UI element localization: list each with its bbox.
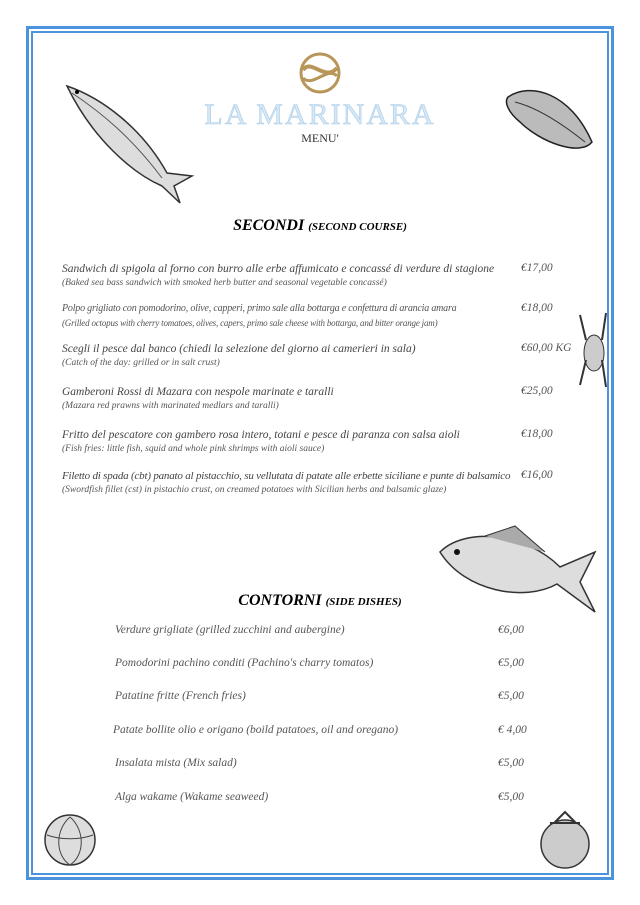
- menu-item: Fritto del pescatore con gambero rosa intero, totani e pesce di paranza con salsa aioli (Fish fries: little fish, squid and whole pink shrimps with aioli sauce): [62, 429, 460, 454]
- tomato-illustration-icon: [525, 810, 605, 870]
- menu-item: Gamberoni Rossi di Mazara con nespole marinate e taralli (Mazara red prawns with marinated medlars and taralli): [62, 386, 334, 411]
- menu-item: Sandwich di spigola al forno con burro alle erbe affumicato e concassé di verdure di stagione (Baked sea bass sandwich with smoked herb butter and seasonal vegetable concassé): [62, 263, 495, 288]
- item-price: €25,00: [521, 385, 553, 397]
- side-dish-item: Alga wakame (Wakame seaweed): [115, 791, 269, 803]
- item-price: €5,00: [498, 791, 524, 803]
- menu-item: Scegli il pesce dal banco (chiedi la selezione del giorno ai camerieri in sala) (Catch of the day: grilled or in salt crust): [62, 343, 416, 368]
- item-price: €5,00: [498, 757, 524, 769]
- item-price: €60,00 KG: [521, 342, 572, 354]
- item-price: € 4,00: [498, 724, 527, 736]
- side-dish-item: Verdure grigliate (grilled zucchini and aubergine): [115, 624, 345, 636]
- side-dish-item: Pomodorini pachino conditi (Pachino's charry tomatos): [115, 657, 374, 669]
- menu-label: MENU': [301, 131, 339, 145]
- item-price: €5,00: [498, 690, 524, 702]
- item-price: €6,00: [498, 624, 524, 636]
- item-price: €18,00: [521, 428, 553, 440]
- menu-item: Polpo grigliato con pomodorino, olive, capperi, primo sale alla bottarga e confettura di arancia amara (Grilled octopus with cherry tomatoes, olives, capers, primo sale cheese with bottarga, and bitter orange jam): [62, 303, 457, 328]
- side-dish-item: Patatine fritte (French fries): [115, 690, 246, 702]
- mussel-illustration-icon: [500, 82, 600, 162]
- brand-name: LA MARINARA: [204, 98, 436, 131]
- menu-item: Filetto di spada (cbt) panato al pistacchio, su vellutata di patate alle erbette siciliane e punte di balsamico (Swordfish fillet (cst) in pistachio crust, on creamed potatoes with Sicilian herbs and balsamic glaze): [62, 470, 511, 495]
- logo-emblem: [299, 52, 341, 94]
- side-dish-item: Insalata mista (Mix salad): [115, 757, 237, 769]
- item-price: €18,00: [521, 302, 553, 314]
- item-price: €16,00: [521, 469, 553, 481]
- item-price: €17,00: [521, 262, 553, 274]
- crab-illustration-icon: [578, 305, 608, 395]
- cabbage-illustration-icon: [35, 805, 105, 870]
- section-title-secondi: SECONDI (SECOND COURSE): [233, 217, 407, 234]
- item-price: €5,00: [498, 657, 524, 669]
- tuna-illustration-icon: [62, 78, 202, 208]
- side-dish-item: Patate bollite olio e origano (boild patatoes, oil and oregano): [113, 724, 399, 736]
- section-title-contorni: CONTORNI (SIDE DISHES): [238, 592, 402, 609]
